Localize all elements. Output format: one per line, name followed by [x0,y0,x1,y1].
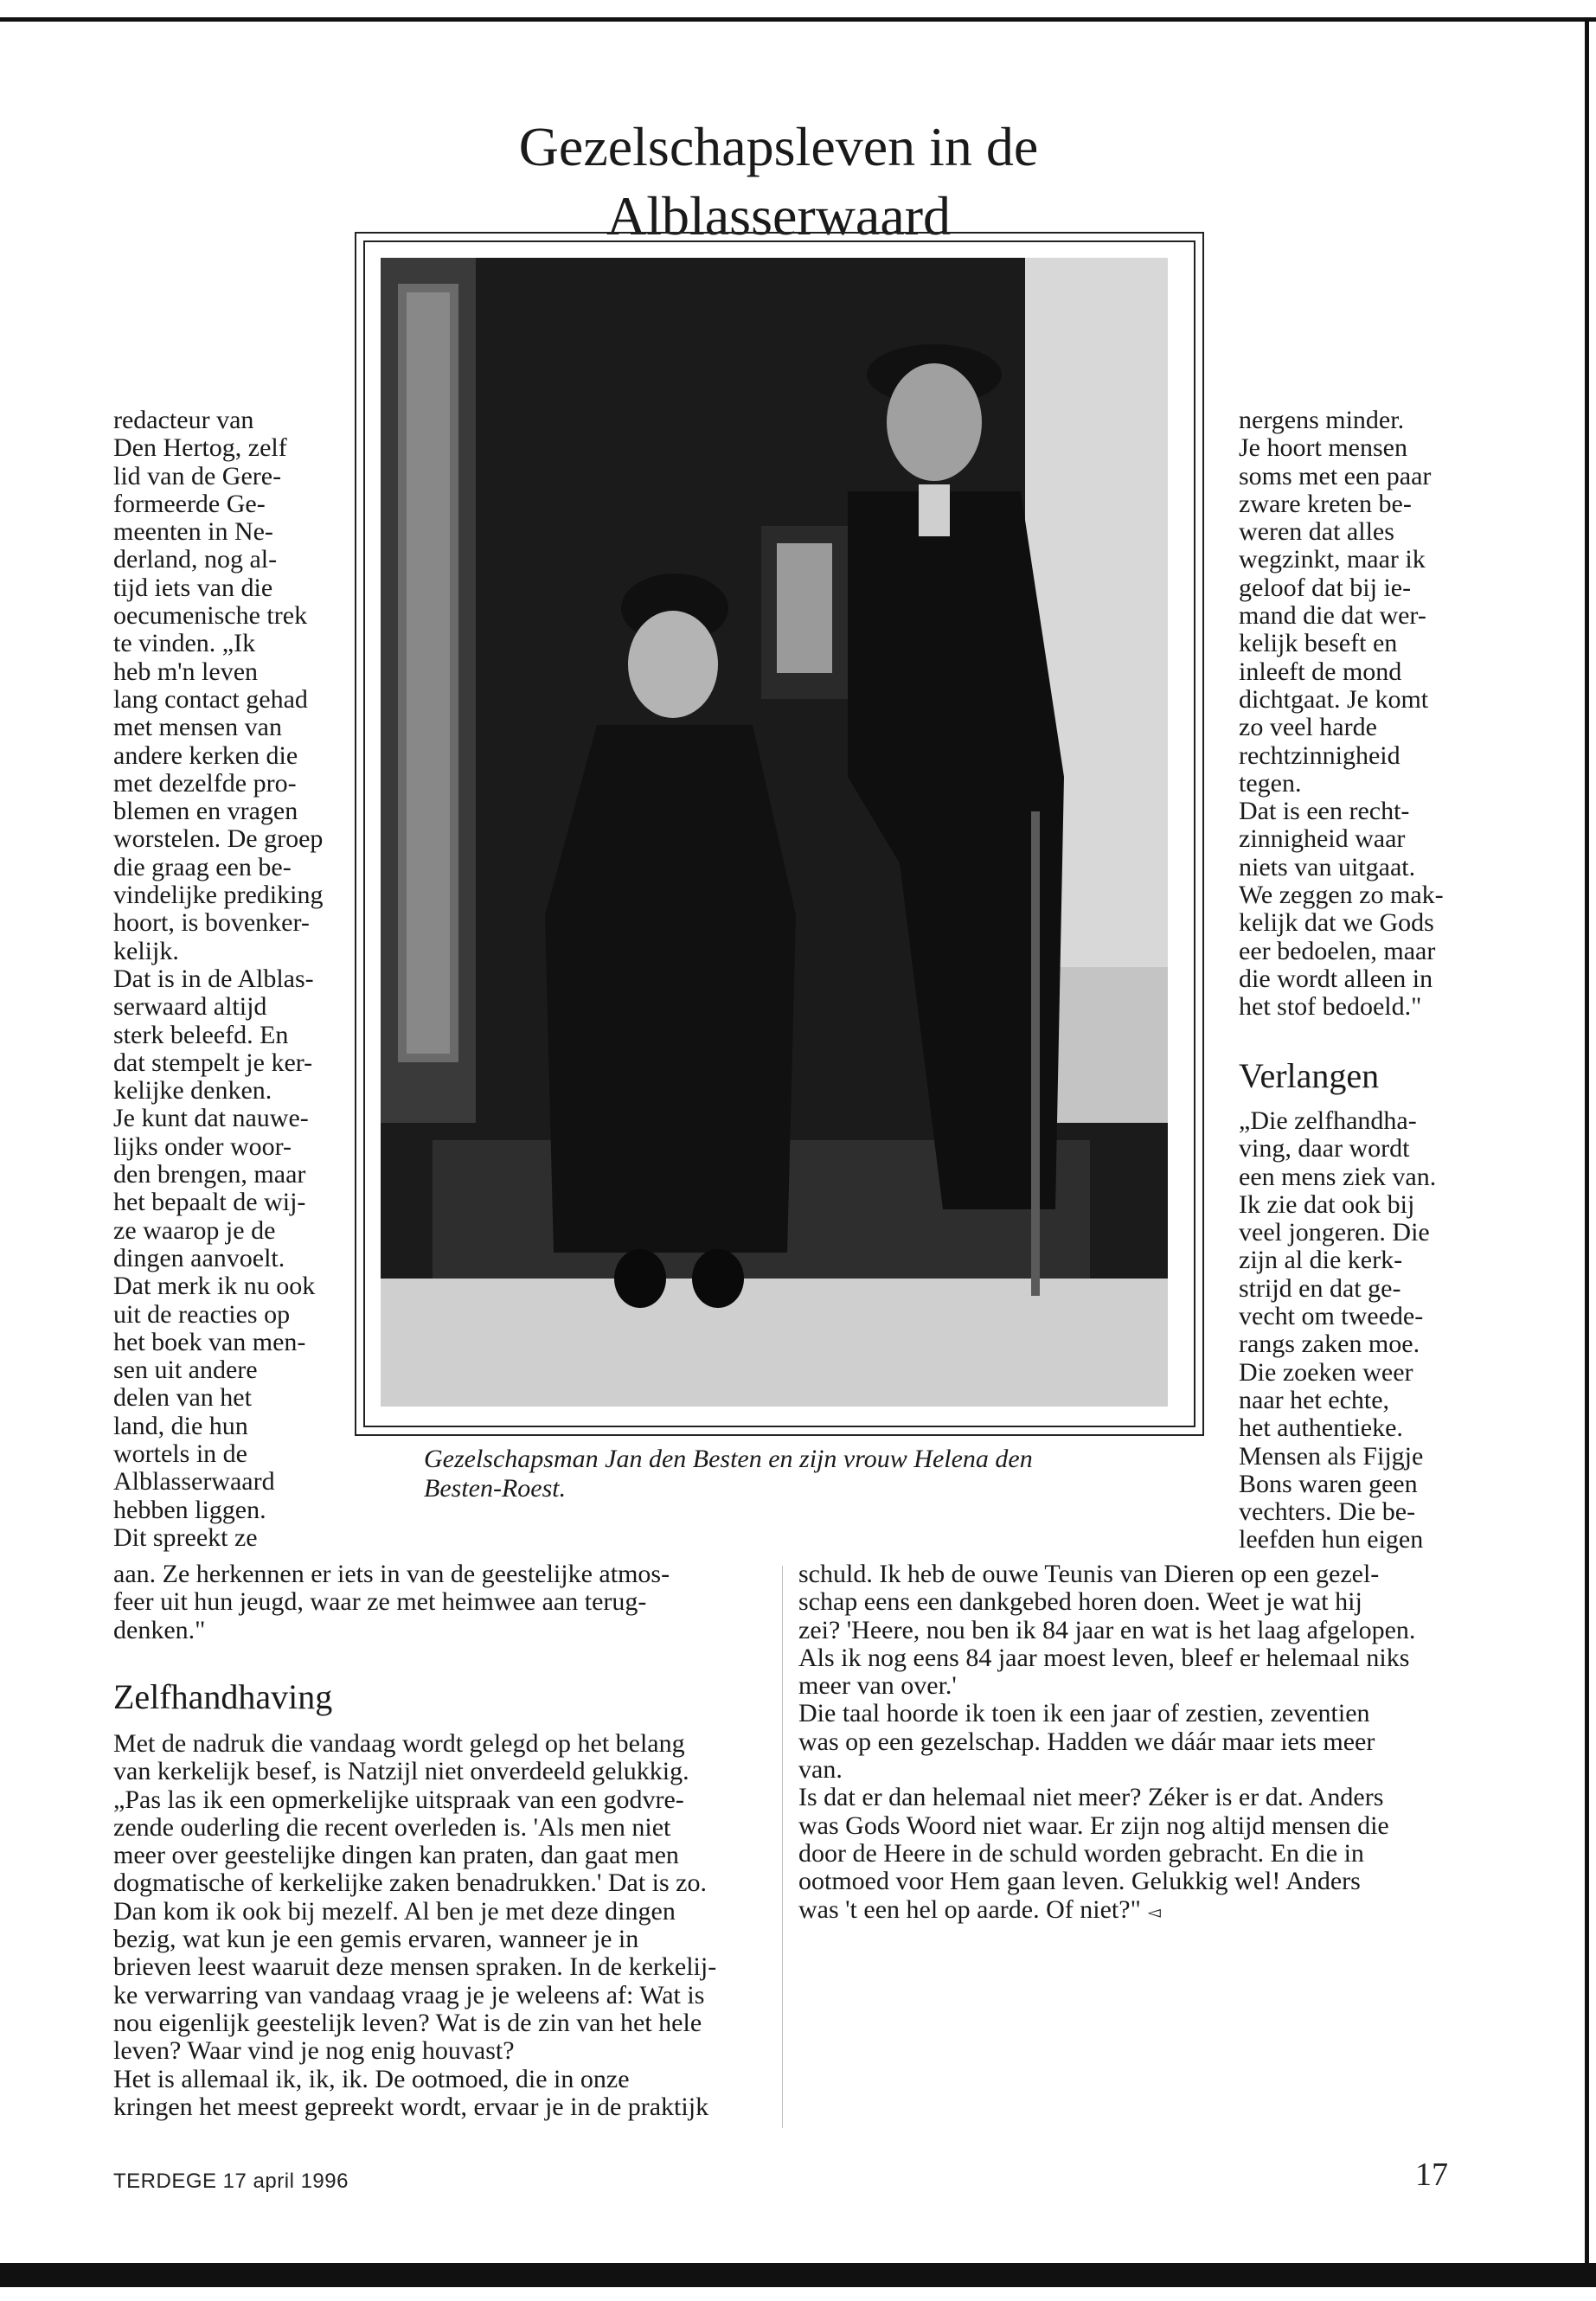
text-line: leefden hun eigen [1239,1525,1424,1554]
text-line: blemen en vragen [113,797,298,826]
text-line: Is dat er dan helemaal niet meer? Zéker is er dat. Anders [798,1783,1384,1812]
text-line: dogmatische of kerkelijke zaken benadrukken.' Dat is zo. [113,1868,707,1898]
text-line: kelijk. [113,936,179,965]
text-line: mand die dat wer- [1239,601,1426,631]
text-line: Mensen als Fijgje [1239,1441,1424,1471]
text-line: rechtzinnigheid [1239,740,1401,770]
caption-line-2: Besten-Roest. [424,1474,567,1503]
text-line-final [798,1896,1456,1926]
text-line: den brengen, maar [113,1160,306,1189]
text-line: Ik zie dat ook bij [1239,1189,1415,1219]
text-line: strijd en dat ge- [1239,1273,1401,1303]
text-line: worstelen. De groep [113,824,324,854]
text-line: derland, nog al- [113,545,278,574]
text-line: zware kreten be- [1239,489,1412,518]
footer-publication: TERDEGE 17 april 1996 [113,2170,349,2193]
top-rule [0,17,1596,22]
text-line: naar het echte, [1239,1385,1390,1414]
caption-line-1: Gezelschapsman Jan den Besten en zijn vrouw Helena den [424,1445,1033,1473]
subhead-zelfhandhaving: Zelfhandhaving [113,1677,333,1716]
text-line: brieven leest waaruit deze mensen spraken. In de kerkelij- [113,1952,717,1982]
text-line: soms met een paar [1239,461,1432,490]
final-text: was 't een hel op aarde. Of niet?" [798,1894,1141,1924]
text-line: aan. Ze herkennen er iets in van de geestelijke atmos- [113,1560,670,1588]
text-line: meer over geestelijke dingen kan praten, dan gaat men [113,1841,679,1870]
text-line: Bons waren geen [1239,1469,1418,1498]
text-line: feer uit hun jeugd, waar ze met heimwee aan terug- [113,1587,647,1617]
text-line: We zeggen zo mak- [1239,881,1444,910]
text-line: Dan kom ik ook bij mezelf. Al ben je met deze dingen [113,1896,676,1926]
right-rule [1585,17,1589,2275]
photo-illustration [381,258,1168,1407]
text-line: dingen aanvoelt. [113,1243,285,1272]
text-line: lijks onder woor- [113,1131,292,1161]
column-divider [782,1566,783,2128]
text-line: zinnigheid waar [1239,824,1406,854]
text-line: die graag een be- [113,852,292,881]
text-line: „Die zelfhandha- [1239,1106,1417,1135]
text-line: die wordt alleen in [1239,964,1433,993]
text-line: tijd iets van die [113,573,273,602]
text-line: lid van de Gere- [113,461,282,490]
text-line: redacteur van [113,406,254,434]
text-line: nergens minder. [1239,406,1405,434]
text-line: kelijk dat we Gods [1239,908,1434,938]
left-wide-column-body [113,1730,753,2121]
text-line: veel jongeren. Die [1239,1218,1430,1247]
text-line: denken." [113,1615,206,1644]
text-line: ootmoed voor Hem gaan leven. Gelukkig wel! Anders [798,1867,1361,1896]
text-line: land, die hun [113,1411,248,1440]
text-line: Dat is in de Alblas- [113,964,314,993]
text-line: vindelijke prediking [113,881,324,910]
text-line: oecumenische trek [113,601,308,631]
text-line: Het is allemaal ik, ik, ik. De ootmoed, die in onze [113,2064,630,2093]
text-line: nou eigenlijk geestelijk leven? Wat is de zin van het hele [113,2008,702,2037]
photo-couple [381,258,1168,1407]
text-line: dichtgaat. Je komt [1239,684,1429,714]
text-line: het authentieke. [1239,1413,1403,1443]
text-line: kelijk beseft en [1239,629,1398,658]
text-line: inleeft de mond [1239,657,1402,686]
page-number: 17 [1415,2157,1448,2193]
text-line: was Gods Woord niet waar. Er zijn nog altijd mensen die [798,1811,1389,1840]
text-line: meer van over.' [798,1671,957,1701]
text-line: hebben liggen. [113,1495,266,1524]
text-line: door de Heere in de schuld worden gebracht. En die in [798,1838,1364,1868]
left-wide-column [113,1561,753,1644]
text-line: zijn al die kerk- [1239,1246,1403,1275]
text-line: delen van het [113,1383,252,1413]
text-line: Dit spreekt ze [113,1522,258,1552]
text-line: kelijke denken. [113,1076,272,1106]
text-line: zei? 'Heere, nou ben ik 84 jaar en wat is het laag afgelopen. [798,1615,1416,1644]
text-line: geloof dat bij ie- [1239,573,1412,602]
text-line: wortels in de [113,1439,247,1468]
article-headline: Gezelschapsleven in de Alblasserwaard [518,116,1039,247]
text-line: Je hoort mensen [1239,433,1407,463]
text-line: te vinden. „Ik [113,629,256,658]
text-line: formeerde Ge- [113,489,266,518]
text-line: Den Hertog, zelf [113,433,287,463]
text-line: meenten in Ne- [113,517,273,547]
text-line: heb m'n leven [113,657,259,686]
text-line: ze waarop je de [113,1215,276,1245]
text-line: rangs zaken moe. [1239,1330,1420,1359]
text-line: Met de nadruk die vandaag wordt gelegd op het belang [113,1729,685,1758]
right-narrow-column-2 [1239,1107,1455,1554]
text-line: sterk beleefd. En [113,1020,289,1049]
text-line: het boek van men- [113,1327,306,1356]
text-line: niets van uitgaat. [1239,852,1416,881]
text-line: Alblasserwaard [113,1467,275,1497]
text-line: met mensen van [113,713,282,742]
text-line: schuld. Ik heb de ouwe Teunis van Dieren op een gezel- [798,1560,1380,1588]
text-line: wegzinkt, maar ik [1239,545,1426,574]
text-line: serwaard altijd [113,992,267,1022]
text-line: Die zoeken weer [1239,1357,1413,1387]
end-mark-icon: ◅ [1147,1902,1161,1922]
text-line: ke verwarring van vandaag vraag je je weleens af: Wat is [113,1980,705,2009]
text-line: schap eens een dankgebed horen doen. Weet je wat hij [798,1587,1362,1617]
text-line: hoort, is bovenker- [113,908,310,938]
text-line: zo veel harde [1239,713,1377,742]
text-line: vechters. Die be- [1239,1497,1416,1527]
text-line: vecht om tweede- [1239,1302,1424,1331]
text-line: tegen. [1239,768,1302,798]
left-narrow-column [113,407,347,1552]
subhead-verlangen: Verlangen [1239,1056,1380,1095]
right-narrow-column [1239,407,1455,1022]
text-line: van. [798,1755,843,1785]
text-line: kringen het meest gepreekt wordt, ervaar je in de praktijk [113,2092,709,2121]
text-line: het bepaalt de wij- [113,1188,306,1217]
text-line: eer bedoelen, maar [1239,936,1436,965]
text-line: sen uit andere [113,1356,258,1385]
text-line: Als ik nog eens 84 jaar moest leven, bleef er helemaal niks [798,1643,1410,1672]
text-line: een mens ziek van. [1239,1162,1437,1191]
text-line: dat stempelt je ker- [113,1048,313,1077]
text-line: Die taal hoorde ik toen ik een jaar of zestien, zeventien [798,1699,1370,1728]
text-line: het stof bedoeld." [1239,992,1422,1022]
right-wide-column [798,1561,1456,1926]
text-line: weren dat alles [1239,517,1394,547]
text-line: andere kerken die [113,740,298,770]
text-line: „Pas las ik een opmerkelijke uitspraak van een godvre- [113,1785,684,1814]
text-line: ving, daar wordt [1239,1134,1410,1163]
text-line: lang contact gehad [113,684,308,714]
text-line: uit de reacties op [113,1299,291,1329]
text-line: Dat is een recht- [1239,797,1410,826]
text-line: zende ouderling die recent overleden is. 'Als men niet [113,1812,671,1842]
bottom-rule [0,2263,1596,2287]
text-line: bezig, wat kun je een gemis ervaren, wanneer je in [113,1925,639,1954]
text-line: was op een gezelschap. Hadden we dáár maar iets meer [798,1727,1375,1756]
text-line: Dat merk ik nu ook [113,1272,316,1301]
text-line: Je kunt dat nauwe- [113,1104,309,1133]
text-line: leven? Waar vind je nog enig houvast? [113,2036,515,2066]
photo-caption [424,1445,1125,1503]
text-line: van kerkelijk besef, is Natzijl niet onverdeeld gelukkig. [113,1757,689,1786]
text-line: met dezelfde pro- [113,768,297,798]
